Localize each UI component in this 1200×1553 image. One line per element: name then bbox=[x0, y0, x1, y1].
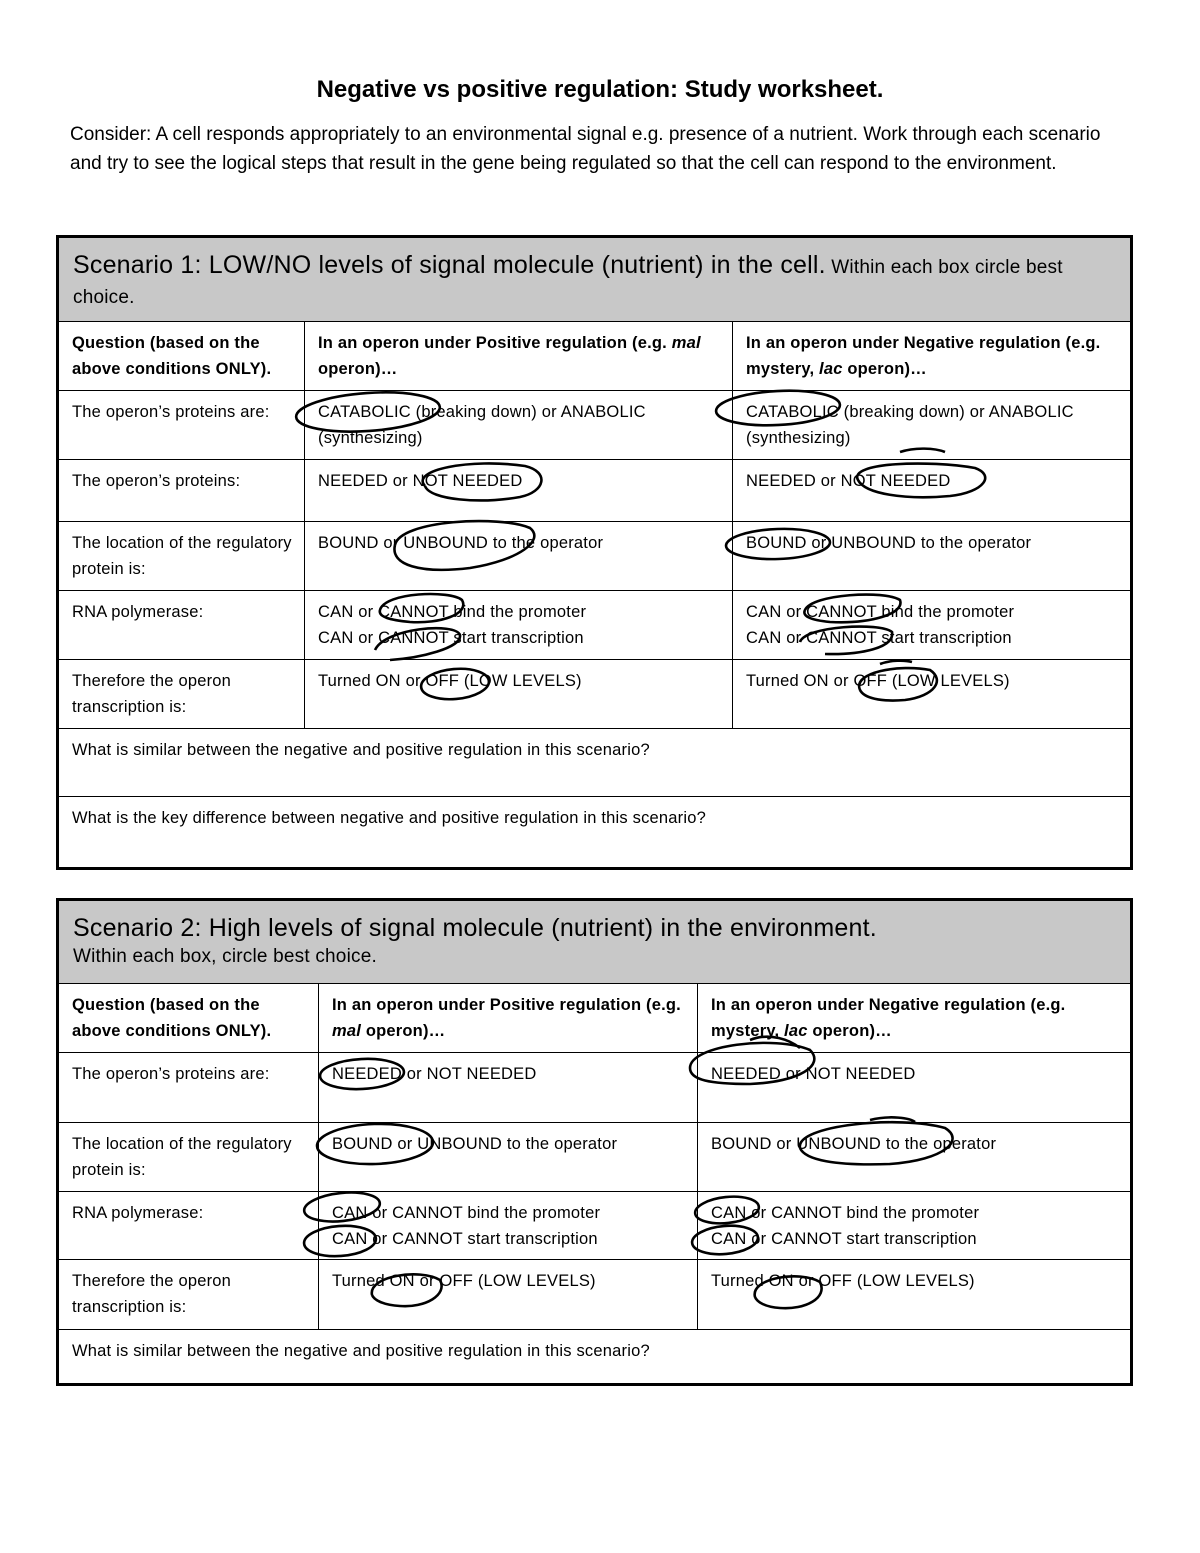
col-header-negative-suffix: operon)… bbox=[807, 1022, 892, 1040]
scenario-2-title: Scenario 2: High levels of signal molecule (nutrient) in the environment bbox=[73, 914, 870, 942]
table-row bbox=[58, 591, 1132, 660]
col-header-positive-example: mal bbox=[332, 1022, 362, 1040]
worksheet-title: Negative vs positive regulation: Study worksheet. bbox=[316, 76, 884, 103]
positive-answer-cell[interactable]: NEEDED or NOT NEEDED bbox=[305, 460, 733, 522]
table-row bbox=[58, 1123, 1132, 1192]
col-header-negative-example: lac bbox=[784, 1022, 808, 1040]
question-cell: The operon’s proteins are: bbox=[58, 1053, 319, 1123]
col-header-negative-suffix: operon)… bbox=[842, 360, 927, 378]
question-cell: The location of the regulatory protein is: bbox=[58, 522, 305, 591]
negative-answer-cell[interactable]: BOUND or UNBOUND to the operator bbox=[733, 522, 1132, 591]
positive-answer-cell[interactable]: Turned ON or OFF (LOW LEVELS) bbox=[305, 660, 733, 729]
positive-answer-cell[interactable]: CATABOLIC (breaking down) or ANABOLIC (synthesizing) bbox=[305, 391, 733, 460]
table-row bbox=[58, 460, 1132, 522]
answer-line: CAN or CANNOT bind the promoter bbox=[318, 603, 587, 621]
question-cell: The operon’s proteins are: bbox=[58, 391, 305, 460]
col-header-positive-example: mal bbox=[671, 334, 701, 352]
negative-answer-cell[interactable]: BOUND or UNBOUND to the operator bbox=[698, 1123, 1132, 1192]
col-header-negative-text: In an operon under Negative regulation (e.g. mystery, bbox=[711, 996, 1066, 1040]
table-row bbox=[58, 660, 1132, 729]
negative-answer-cell[interactable] bbox=[698, 1192, 1132, 1260]
col-header-positive-suffix: operon)… bbox=[361, 1022, 446, 1040]
scenario-2-title-period: . bbox=[869, 914, 877, 942]
positive-answer-cell[interactable]: BOUND or UNBOUND to the operator bbox=[305, 522, 733, 591]
question-cell: RNA polymerase: bbox=[58, 1192, 319, 1260]
col-header-positive-suffix: operon)… bbox=[318, 360, 398, 378]
negative-answer-cell[interactable]: NEEDED or NOT NEEDED bbox=[733, 460, 1132, 522]
col-header-positive-text: In an operon under Positive regulation (e.g. bbox=[318, 334, 672, 352]
table-row bbox=[58, 1260, 1132, 1330]
col-header-negative bbox=[733, 322, 1132, 391]
col-header-positive-text: In an operon under Positive regulation (e.g. bbox=[332, 996, 681, 1014]
col-header-negative bbox=[698, 984, 1132, 1053]
similarity-question[interactable]: What is similar between the negative and positive regulation in this scenario? bbox=[58, 1330, 1132, 1385]
table-row bbox=[58, 391, 1132, 460]
question-cell: The operon’s proteins: bbox=[58, 460, 305, 522]
negative-answer-cell[interactable]: NEEDED or NOT NEEDED bbox=[698, 1053, 1132, 1123]
table-row bbox=[58, 1053, 1132, 1123]
answer-line: CAN or CANNOT start transcription bbox=[318, 629, 584, 647]
scenario-1-table bbox=[56, 235, 1133, 870]
positive-answer-cell[interactable]: NEEDED or NOT NEEDED bbox=[319, 1053, 698, 1123]
col-header-negative-text: In an operon under Negative regulation (e.g. mystery, bbox=[746, 334, 1101, 378]
positive-answer-cell[interactable] bbox=[305, 591, 733, 660]
answer-line: CAN or CANNOT start transcription bbox=[711, 1230, 977, 1248]
negative-answer-cell[interactable]: Turned ON or OFF (LOW LEVELS) bbox=[733, 660, 1132, 729]
negative-answer-cell[interactable]: Turned ON or OFF (LOW LEVELS) bbox=[698, 1260, 1132, 1330]
col-header-question: Question (based on the above conditions ONLY). bbox=[58, 984, 319, 1053]
question-cell: RNA polymerase: bbox=[58, 591, 305, 660]
scenario-2-instruction: Within each box, circle best choice. bbox=[73, 946, 377, 967]
question-cell: The location of the regulatory protein is: bbox=[58, 1123, 319, 1192]
col-header-positive bbox=[305, 322, 733, 391]
positive-answer-cell[interactable]: Turned ON or OFF (LOW LEVELS) bbox=[319, 1260, 698, 1330]
scenario-2-table bbox=[56, 898, 1133, 1386]
answer-line: CAN or CANNOT start transcription bbox=[332, 1230, 598, 1248]
question-cell: Therefore the operon transcription is: bbox=[58, 1260, 319, 1330]
answer-line: CAN or CANNOT bind the promoter bbox=[711, 1204, 980, 1222]
difference-question[interactable]: What is the key difference between negative and positive regulation in this scenario? bbox=[58, 797, 1132, 869]
intro-text: Consider: A cell responds appropriately to an environmental signal e.g. presence of a nutrient. Work through each scenario and try to see the logical steps that result in the gene being regulated so that the cell can respond to the environment. bbox=[70, 124, 1101, 174]
question-cell: Therefore the operon transcription is: bbox=[58, 660, 305, 729]
negative-answer-cell[interactable] bbox=[733, 591, 1132, 660]
table-row bbox=[58, 522, 1132, 591]
positive-answer-cell[interactable]: BOUND or UNBOUND to the operator bbox=[319, 1123, 698, 1192]
scenario-1-heading bbox=[58, 237, 1132, 322]
negative-answer-cell[interactable]: CATABOLIC (breaking down) or ANABOLIC (synthesizing) bbox=[733, 391, 1132, 460]
col-header-negative-example: lac bbox=[819, 360, 843, 378]
table-row bbox=[58, 1192, 1132, 1260]
answer-line: CAN or CANNOT start transcription bbox=[746, 629, 1012, 647]
scenario-2-heading bbox=[58, 900, 1132, 984]
answer-line: CAN or CANNOT bind the promoter bbox=[746, 603, 1015, 621]
col-header-question: Question (based on the above conditions ONLY). bbox=[58, 322, 305, 391]
scenario-1-instruction: Within each box circle best choice. bbox=[73, 257, 1063, 308]
positive-answer-cell[interactable] bbox=[319, 1192, 698, 1260]
col-header-positive bbox=[319, 984, 698, 1053]
similarity-question[interactable]: What is similar between the negative and positive regulation in this scenario? bbox=[58, 729, 1132, 797]
answer-line: CAN or CANNOT bind the promoter bbox=[332, 1204, 601, 1222]
scenario-1-title: Scenario 1: LOW/NO levels of signal molecule (nutrient) in the cell. bbox=[73, 251, 826, 279]
